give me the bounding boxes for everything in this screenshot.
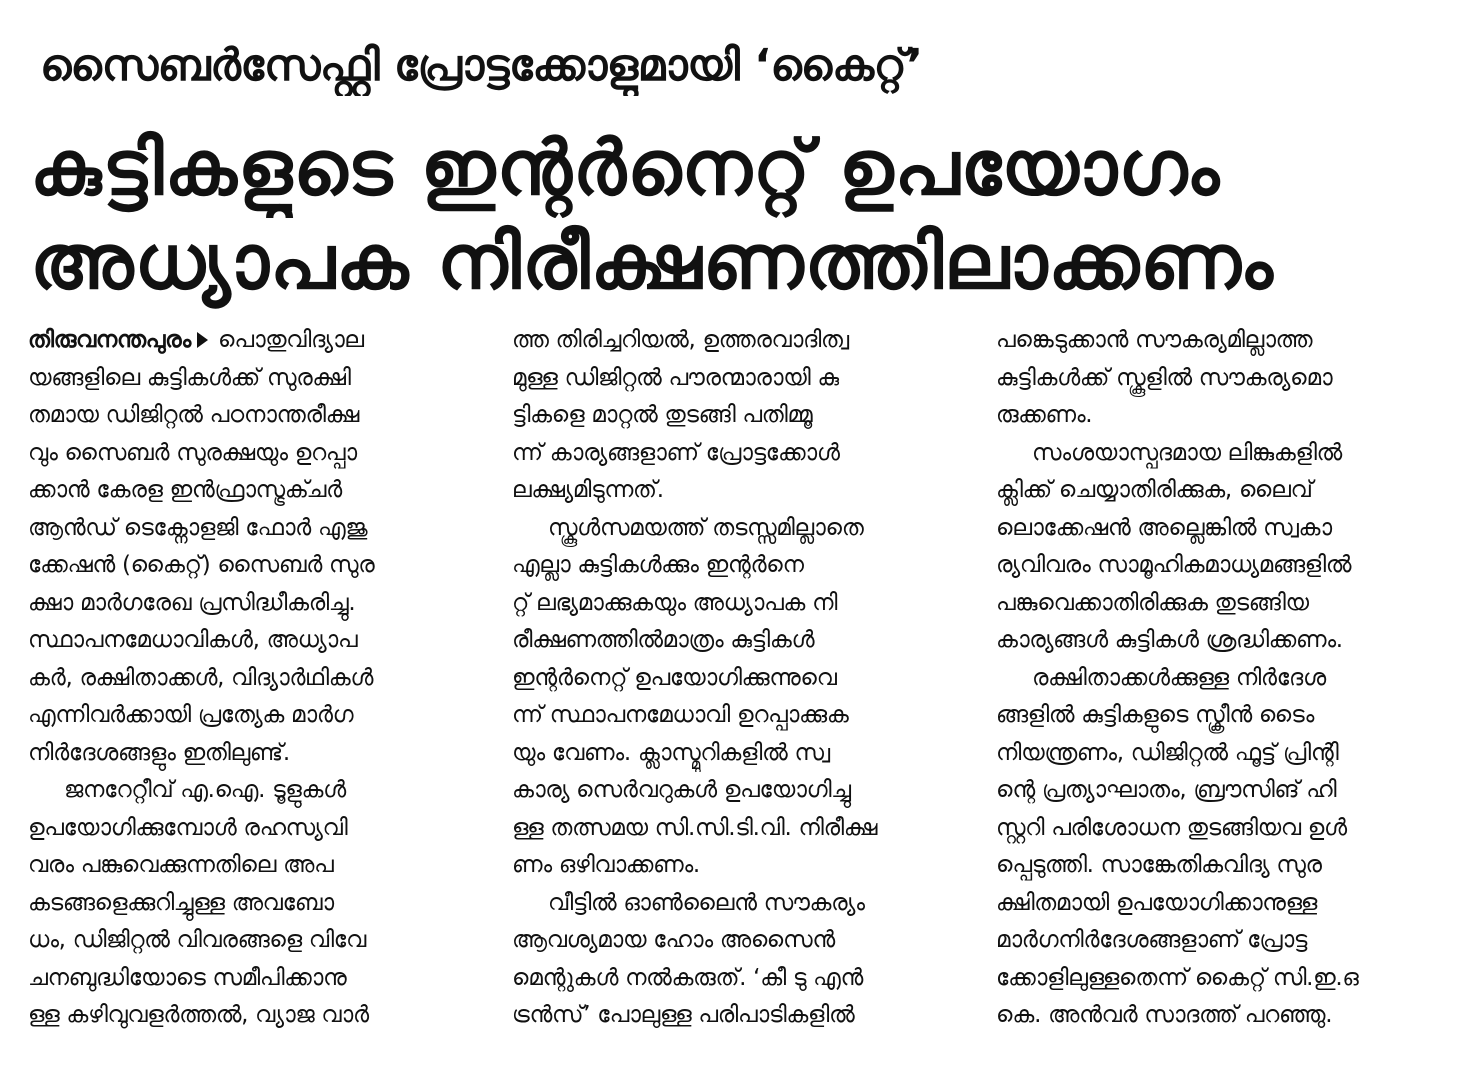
column-line: ആവശ്യമായ ഹോം അസൈൻ — [512, 927, 835, 953]
column-line: തമായ ഡിജിറ്റൽ പഠനാന്തരീക്ഷ — [28, 402, 359, 428]
column-line: സ്കൂൾസമയത്ത് തടസ്സമില്ലാതെ — [548, 514, 864, 541]
column-line: പങ്കുവെക്കാതിരിക്കുക തുടങ്ങിയ — [996, 589, 1309, 616]
kicker-headline: സൈബർസേഫ്റ്റി പ്രോട്ടക്കോളുമായി ‘കൈറ്റ്’ — [40, 40, 923, 91]
column-line: കെ. അൻവർ സാദത്ത് പറഞ്ഞു. — [996, 1002, 1333, 1028]
column-line: മുള്ള ഡിജിറ്റൽ പൗരന്മാരായി കു — [512, 364, 839, 391]
column-line-text: പൊതുവിദ്യാല — [217, 327, 364, 353]
article-column-2 — [512, 322, 962, 1072]
column-line: ള്ള തത്സമയ സി.സി.ടി.വി. നിരീക്ഷ — [512, 814, 878, 841]
column-line: ട്ടികളെ മാറ്റൽ തുടങ്ങി പതിമ്മൂ — [512, 402, 813, 428]
article-column-3 — [996, 322, 1446, 1072]
column-line: ധം, ഡിജിറ്റൽ വിവരങ്ങളെ വിവേ — [28, 927, 367, 953]
column-line: ക്കേഷൻ (കൈറ്റ്) സൈബർ സുര — [28, 552, 375, 578]
column-line: സംശയാസ്പദമായ ലിങ്കുകളിൽ — [1032, 439, 1342, 466]
column-line: എല്ലാ കുട്ടികൾക്കും ഇന്റർനെ — [512, 552, 804, 578]
column-line: രുക്കണം. — [996, 402, 1093, 428]
column-line: നിയന്ത്രണം, ഡിജിറ്റൽ ഫൂട്ട് പ്രിന്റി — [996, 739, 1339, 766]
column-line: വീട്ടിൽ ഓൺലൈൻ സൗകര്യം — [548, 889, 865, 916]
column-line — [28, 322, 478, 360]
column-line: ഇന്റർനെറ്റ് ഉപയോഗിക്കുന്നുവെ — [512, 664, 837, 691]
column-line: ക്ലിക്ക് ചെയ്യാതിരിക്കുക, ലൈവ് — [996, 477, 1313, 503]
column-line: മെന്റുകൾ നൽകരുത്. ‘കീ ടു എൻ — [512, 964, 864, 991]
column-line: ചനബുദ്ധിയോടെ സമീപിക്കാനു — [28, 964, 347, 991]
column-line: ക്ഷാ മാർഗരേഖ പ്രസിദ്ധീകരിച്ചു. — [28, 589, 356, 616]
column-line: കാര്യങ്ങൾ കുട്ടികൾ ശ്രദ്ധിക്കണം. — [996, 627, 1343, 653]
column-line: യും വേണം. ക്ലാസ്മുറികളിൽ സ്വ — [512, 739, 830, 766]
column-line: സ്ഥാപനമേധാവികൾ, അധ്യാപ — [28, 627, 358, 653]
column-line: ജനറേറ്റീവ് എ.ഐ. ടൂളുകൾ — [64, 777, 346, 803]
column-line: കടങ്ങളെക്കുറിച്ചുള്ള അവബോ — [28, 889, 334, 916]
article-column-1 — [28, 322, 478, 1072]
column-line: കർ, രക്ഷിതാക്കൾ, വിദ്യാർഥികൾ — [28, 664, 374, 691]
column-line: നിർദേശങ്ങളും ഇതിലുണ്ട്. — [28, 739, 290, 766]
column-line: ത്ത തിരിച്ചറിയൽ, ഉത്തരവാദിത്വ — [512, 327, 849, 353]
column-line: എന്നിവർക്കായി പ്രത്യേക മാർഗ — [28, 702, 354, 728]
column-line: ഉപയോഗിക്കുമ്പോൾ രഹസ്യവി — [28, 814, 348, 841]
dateline: തിരുവനന്തപുരം — [28, 327, 191, 353]
column-line: വരം പങ്കുവെക്കുന്നതിലെ അപ — [28, 852, 334, 878]
column-line: ണം ഒഴിവാക്കണം. — [512, 852, 700, 878]
main-headline-line-1: കുട്ടികളുടെ ഇന്റർനെറ്റ് ഉപയോഗം — [30, 123, 1221, 212]
column-line: പ്പെടുത്തി. സാങ്കേതികവിദ്യ സുര — [996, 852, 1322, 878]
column-line: മാർഗനിർദേശങ്ങളാണ് പ്രോട്ട — [996, 927, 1308, 953]
column-line: യങ്ങളിലെ കുട്ടികൾക്ക് സുരക്ഷി — [28, 364, 351, 391]
column-line: ക്ഷിതമായി ഉപയോഗിക്കാനുള്ള — [996, 889, 1318, 916]
column-line: ക്കാൻ കേരള ഇൻഫ്രാസ്ട്രക്ചർ — [28, 477, 342, 503]
column-line: ന്ന് കാര്യങ്ങളാണ് പ്രോട്ടക്കോൾ — [512, 439, 840, 466]
column-line: ക്കോളിലുള്ളതെന്ന് കൈറ്റ് സി.ഇ.ഒ — [996, 964, 1359, 991]
column-line: ള്ള കഴിവുവളർത്തൽ, വ്യാജ വാർ — [28, 1002, 369, 1028]
dateline-arrow-icon — [197, 332, 208, 348]
column-line: ട്രൻസ്’ പോലുള്ള പരിപാടികളിൽ — [512, 1002, 855, 1028]
column-line: പങ്കെടുക്കാൻ സൗകര്യമില്ലാത്ത — [996, 327, 1313, 353]
column-line: സ്റ്ററി പരിശോധന തുടങ്ങിയവ ഉൾ — [996, 814, 1347, 841]
column-line: റ്റ് ലഭ്യമാക്കുകയും അധ്യാപക നി — [512, 589, 838, 616]
column-line: ന്റെ പ്രത്യാഘാതം, ബ്രൗസിങ് ഹി — [996, 777, 1337, 803]
column-line: രക്ഷിതാക്കൾക്കുള്ള നിർദേശ — [1032, 664, 1326, 691]
column-line: ന്ന് സ്ഥാപനമേധാവി ഉറപ്പാക്കുക — [512, 702, 849, 728]
column-line: രീക്ഷണത്തിൽമാത്രം കുട്ടികൾ — [512, 627, 815, 653]
column-line: ലക്ഷ്യമിടുന്നത്. — [512, 477, 664, 503]
column-line: വും സൈബർ സുരക്ഷയും ഉറപ്പാ — [28, 439, 357, 466]
column-line: ര്യവിവരം സാമൂഹികമാധ്യമങ്ങളിൽ — [996, 552, 1352, 578]
column-line: കുട്ടികൾക്ക് സ്കൂളിൽ സൗകര്യമൊ — [996, 364, 1333, 391]
main-headline-line-2: അധ്യാപക നിരീക്ഷണത്തിലാക്കണം — [30, 217, 1274, 306]
column-line: ആൻഡ് ടെക്നോളജി ഫോർ എജു — [28, 514, 368, 541]
column-line: കാര്യ സെർവറുകൾ ഉപയോഗിച്ചു — [512, 777, 851, 803]
column-line: ലൊക്കേഷൻ അല്ലെങ്കിൽ സ്വകാ — [996, 514, 1332, 541]
column-line: ങ്ങളിൽ കുട്ടികളുടെ സ്ക്രീൻ ടൈം — [996, 702, 1315, 728]
